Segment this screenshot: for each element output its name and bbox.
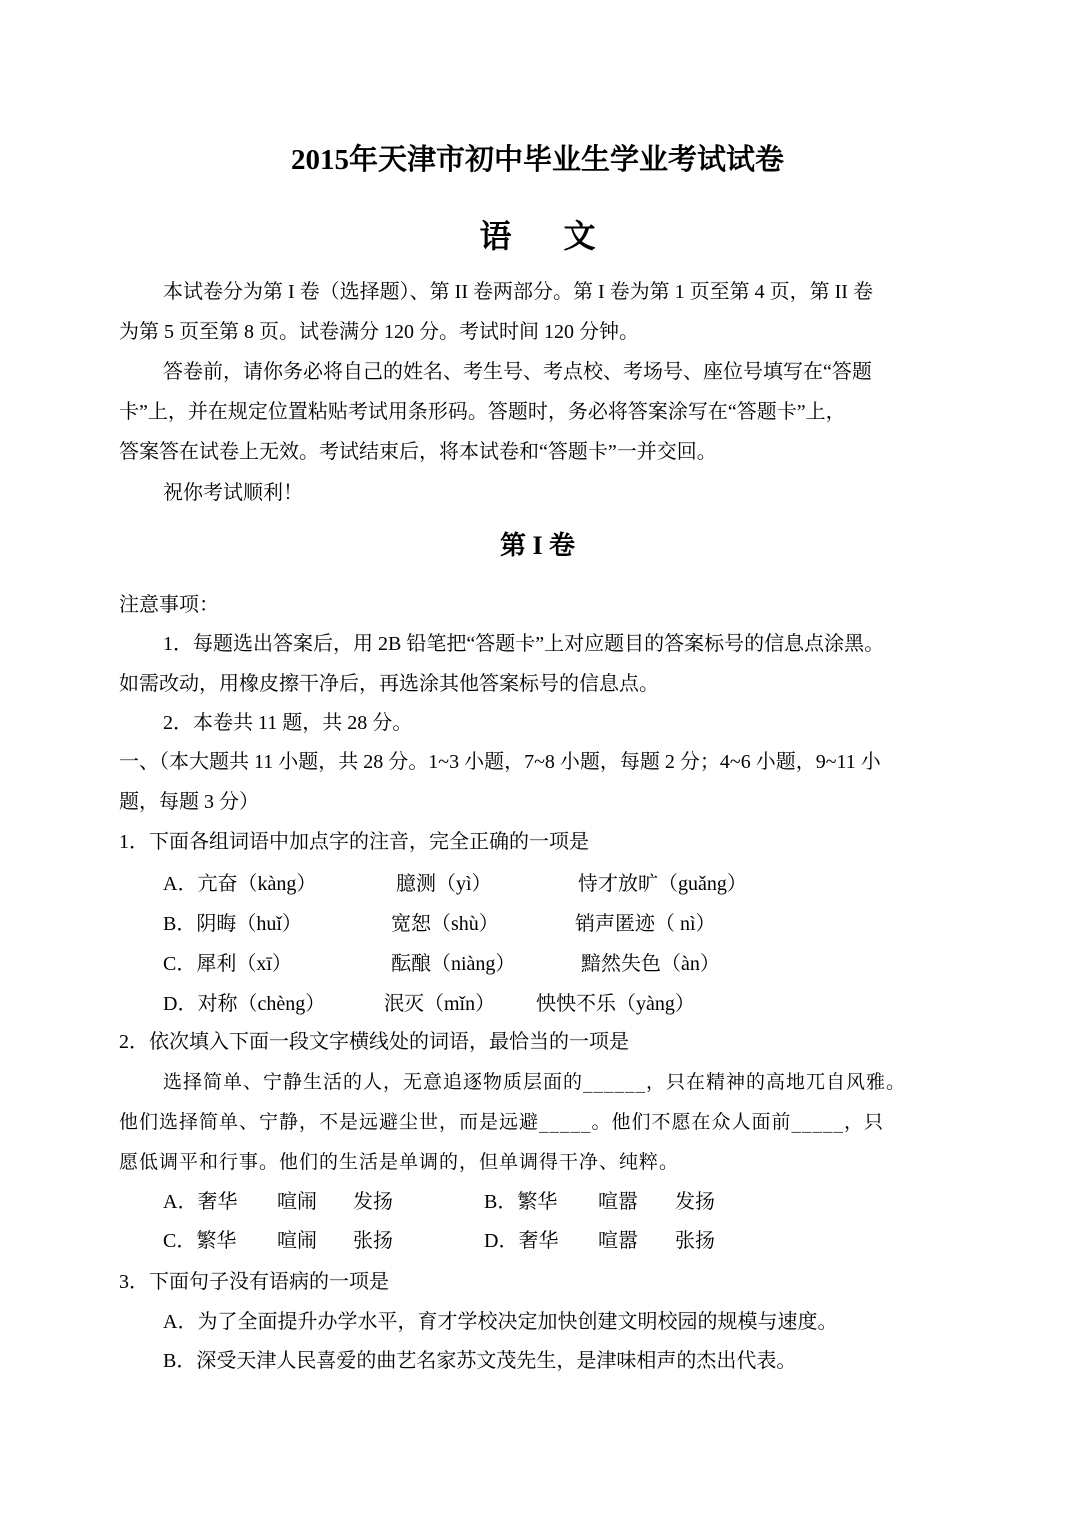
q1-option-d-2: 泯灭（mǐn） — [384, 993, 496, 1015]
q1-option-d-3: 怏怏不乐（yàng） — [536, 993, 695, 1015]
question-2-stem: 2．依次填入下面一段文字横线处的词语，最恰当的一项是 — [119, 1031, 629, 1053]
q2-option-b-2: 喧嚣 — [598, 1191, 638, 1213]
q2-option-a-2: 喧闹 — [277, 1191, 317, 1213]
q2-passage-line-3: 愿低调平和行事。他们的生活是单调的，但单调得干净、纯粹。 — [119, 1151, 680, 1173]
part-heading-line-2: 题，每题 3 分） — [119, 791, 259, 813]
q3-option-a: A．为了全面提升办学水平，育才学校决定加快创建文明校园的规模与速度。 — [163, 1311, 838, 1333]
q2-option-c-3: 张扬 — [353, 1230, 393, 1252]
q1-option-a-2: 臆测（yì） — [396, 873, 492, 895]
q1-option-b-1: B．阴晦（huǐ） — [163, 913, 302, 935]
notice-label: 注意事项： — [119, 594, 219, 616]
q2-option-a-1: A．奢华 — [163, 1191, 238, 1213]
q1-option-b-3: 销声匿迹（ nì） — [575, 913, 716, 935]
q2-option-d-2: 喧嚣 — [598, 1230, 638, 1252]
exam-title: 2015年天津市初中毕业生学业考试试卷 — [290, 144, 784, 176]
q2-option-a-3: 发扬 — [353, 1191, 393, 1213]
notice-item-1-line-1: 1．每题选出答案后，用 2B 铅笔把“答题卡”上对应题目的答案标号的信息点涂黑。 — [163, 633, 885, 655]
section-title: 第 I 卷 — [499, 531, 576, 560]
part-heading-line-1: 一、（本大题共 11 小题，共 28 分。1~3 小题，7~8 小题，每题 2 分；4~6 小题，9~11 小 — [119, 751, 881, 773]
q1-option-c-1: C．犀利（xī） — [163, 953, 292, 975]
q1-option-a-1: A．亢奋（kàng） — [163, 873, 317, 895]
q1-option-d-1: D．对称（chèng） — [163, 993, 326, 1015]
q1-option-c-3: 黯然失色（àn） — [581, 953, 720, 975]
intro-paragraph-2-line-2: 卡”上，并在规定位置粘贴考试用条形码。答题时，务必将答案涂写在“答题卡”上， — [119, 401, 846, 423]
q2-option-c-2: 喧闹 — [277, 1230, 317, 1252]
subject-title: 语文 — [479, 218, 648, 254]
question-3-stem: 3．下面句子没有语病的一项是 — [119, 1271, 389, 1293]
q2-option-d-3: 张扬 — [675, 1230, 715, 1252]
q2-option-b-3: 发扬 — [675, 1191, 715, 1213]
q3-option-b: B．深受天津人民喜爱的曲艺名家苏文茂先生，是津味相声的杰出代表。 — [163, 1350, 797, 1372]
q2-passage-line-1: 选择简单、宁静生活的人，无意追逐物质层面的______，只在精神的高地兀自风雅。 — [163, 1071, 907, 1093]
q2-option-d-1: D．奢华 — [484, 1230, 559, 1252]
intro-good-luck: 祝你考试顺利！ — [163, 482, 303, 504]
q1-option-c-2: 酝酿（niàng） — [391, 953, 516, 975]
notice-item-2: 2．本卷共 11 题，共 28 分。 — [163, 712, 413, 734]
q1-option-b-2: 宽恕（shù） — [391, 913, 499, 935]
intro-paragraph-1-line-1: 本试卷分为第 I 卷（选择题）、第 II 卷两部分。第 I 卷为第 1 页至第 4 页，第 II 卷 — [163, 281, 873, 303]
q1-option-a-3: 恃才放旷（guǎng） — [578, 873, 747, 895]
intro-paragraph-2-line-1: 答卷前，请你务必将自己的姓名、考生号、考点校、考场号、座位号填写在“答题 — [163, 361, 872, 383]
question-1-stem: 1．下面各组词语中加点字的注音，完全正确的一项是 — [119, 831, 589, 853]
intro-paragraph-2-line-3: 答案答在试卷上无效。考试结束后，将本试卷和“答题卡”一并交回。 — [119, 441, 717, 463]
q2-option-c-1: C．繁华 — [163, 1230, 237, 1252]
notice-item-1-line-2: 如需改动，用橡皮擦干净后，再选涂其他答案标号的信息点。 — [119, 673, 659, 695]
intro-paragraph-1-line-2: 为第 5 页至第 8 页。试卷满分 120 分。考试时间 120 分钟。 — [119, 321, 639, 343]
q2-passage-line-2: 他们选择简单、宁静，不是远避尘世，而是远避_____。他们不愿在众人面前_____，只 — [119, 1111, 885, 1133]
q2-option-b-1: B．繁华 — [484, 1191, 558, 1213]
